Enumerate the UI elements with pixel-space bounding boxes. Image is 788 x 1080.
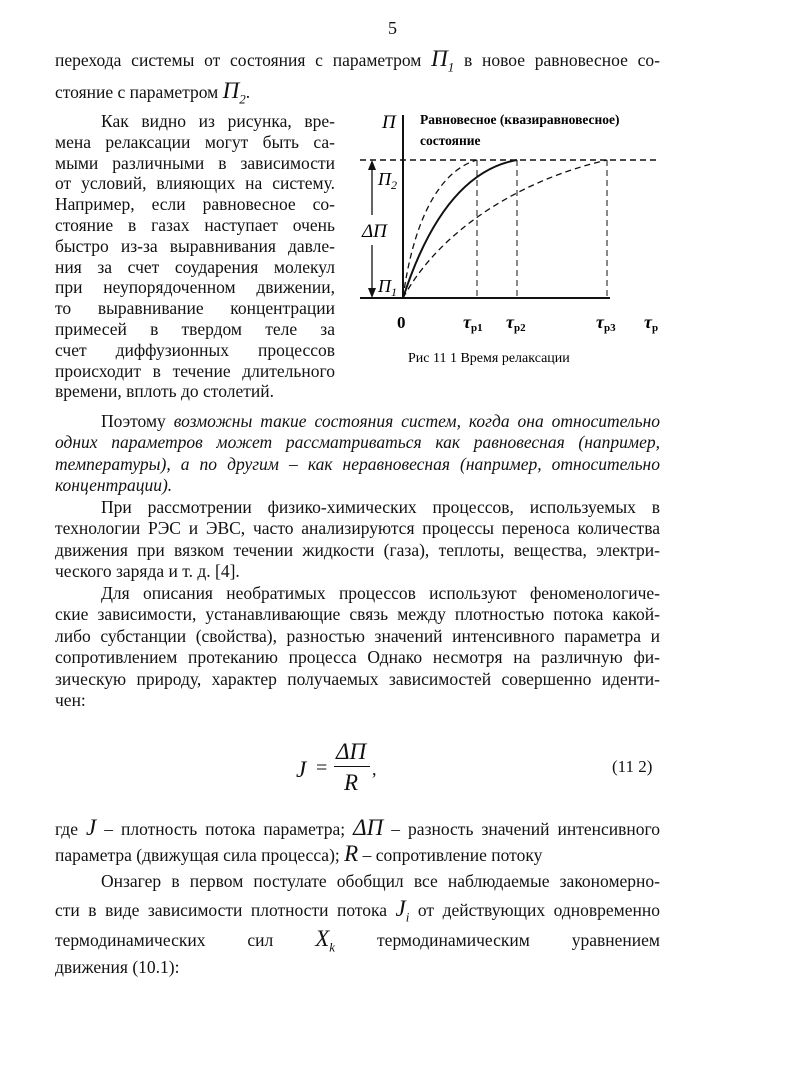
onsager-paragraph (55, 868, 660, 980)
fast-relaxation-curve (403, 160, 477, 298)
text-line: сти в виде зависимости плотности потока $J_i$ от действующих одновременно (55, 896, 660, 925)
text-line: от условий, влияющих на систему. (55, 173, 335, 194)
irreversible-paragraph (55, 583, 660, 711)
text-line: термодинамических сил $X_k$ термодинамическим уравнением (55, 926, 661, 955)
intro-paragraph (55, 44, 660, 108)
tau-p3-label: τp3 (596, 312, 616, 334)
text-line: то выравнивание концентрации (55, 298, 335, 319)
page-number: 5 (388, 18, 397, 38)
text-line: счет диффузионных процессов (55, 339, 335, 360)
italic-paragraph (55, 411, 660, 497)
equation-lhs: J (296, 757, 307, 782)
text-line: Для описания необратимых процессов используют феноменологиче- (101, 583, 660, 603)
text-line: либо субстанции (свойства), разностью значений интенсивного параметра и (55, 625, 660, 646)
x-axis-label: τp (644, 312, 659, 334)
text: в новое равновесное со- (463, 50, 660, 70)
text-line: Как видно из рисунка, вре- (101, 111, 335, 131)
text-line: при неупорядоченном движении, (55, 277, 335, 298)
equation-equals: = (316, 757, 328, 779)
text-line: Поэтому возможны такие состояния систем, когда она относительно (101, 411, 661, 431)
text-line: движения при вязком течении жидкости (газа), теплоты, вещества, электри- (55, 539, 660, 560)
text-line: сопротивлением протеканию процесса Однако несмотря на различную фи- (55, 647, 660, 668)
text-line: мена релаксации могут быть са- (55, 131, 335, 152)
text-line: чен: (55, 690, 86, 711)
text-line: параметра (движущая сила процесса); R – сопротивление потоку (55, 841, 543, 866)
text-line: быстро из-за выравнивания давле- (55, 235, 335, 256)
tau-p2-label: τp2 (506, 312, 526, 334)
figure-title-line2: состояние (420, 133, 481, 148)
text: . (245, 82, 251, 102)
text-line: технологии РЭС и ЭВС, часто анализируются процессы переноса количества (55, 518, 660, 539)
text: перехода системы от состояния с параметром (55, 50, 422, 70)
text-line: ния за счет соударения молекул (55, 256, 335, 277)
text-line: зическую природу, характер получаемых зависимостей совершенно иденти- (55, 668, 660, 689)
fraction-bar (334, 766, 370, 767)
text-line: где J – плотность потока параметра; ΔП – разность значений интенсивного (55, 815, 661, 840)
medium-relaxation-curve (403, 160, 517, 298)
text-line: происходит в течение длительного (55, 360, 335, 381)
text: стояние с параметром (55, 82, 219, 102)
text-line: ческого заряда и т. д. [4]. (55, 561, 240, 582)
text-line: мыми различными в зависимости (55, 152, 335, 173)
text-line: концентрации). (55, 475, 173, 496)
origin-label: 0 (397, 313, 406, 332)
text-line: примесей в твердом теле за (55, 318, 335, 339)
text-line: одних параметров может рассматриваться как равновесная (например, (55, 432, 660, 453)
where-paragraph (55, 816, 660, 868)
text-line: При рассмотрении физико-химических процессов, используемых в (101, 497, 660, 517)
figure-caption: Рис 11 1 Время релаксации (408, 351, 570, 366)
y-axis-label: П (382, 112, 396, 133)
left-column-paragraph (55, 111, 335, 402)
symbol-p2: $П_2$ (222, 78, 246, 107)
equation-11-2 (290, 738, 410, 798)
equation-denominator: R (344, 770, 359, 795)
text-line: времени, вплоть до столетий. (55, 381, 274, 402)
text-line: температуры), а по другим – как неравновесная (например, относительно (55, 453, 660, 474)
equation-numerator: ΔП (336, 739, 367, 764)
text-line: Например, если равновесное со- (55, 194, 335, 215)
processes-paragraph (55, 497, 660, 583)
text-line: ские зависимости, устанавливающие связь между плотностью потока какой- (55, 604, 660, 625)
delta-p-label: ΔП (362, 221, 387, 242)
p2-label: $П_2$ (378, 169, 397, 192)
text-line: движения (10.1): (55, 957, 180, 977)
symbol-p1: $П_1$ (431, 46, 455, 75)
p1-label: $П_1$ (378, 276, 397, 299)
figure-title-line1: Равновесное (квазиравновесное) (420, 112, 620, 127)
equation-number: (11 2) (612, 757, 653, 776)
text-line: Онзагер в первом постулате обобщил все наблюдаемые закономерно- (101, 871, 660, 891)
tau-p1-label: τp1 (463, 312, 483, 334)
equation-comma: , (372, 759, 377, 779)
relaxation-figure (340, 100, 670, 380)
text-line: стояние в газах наступает очень (55, 214, 335, 235)
